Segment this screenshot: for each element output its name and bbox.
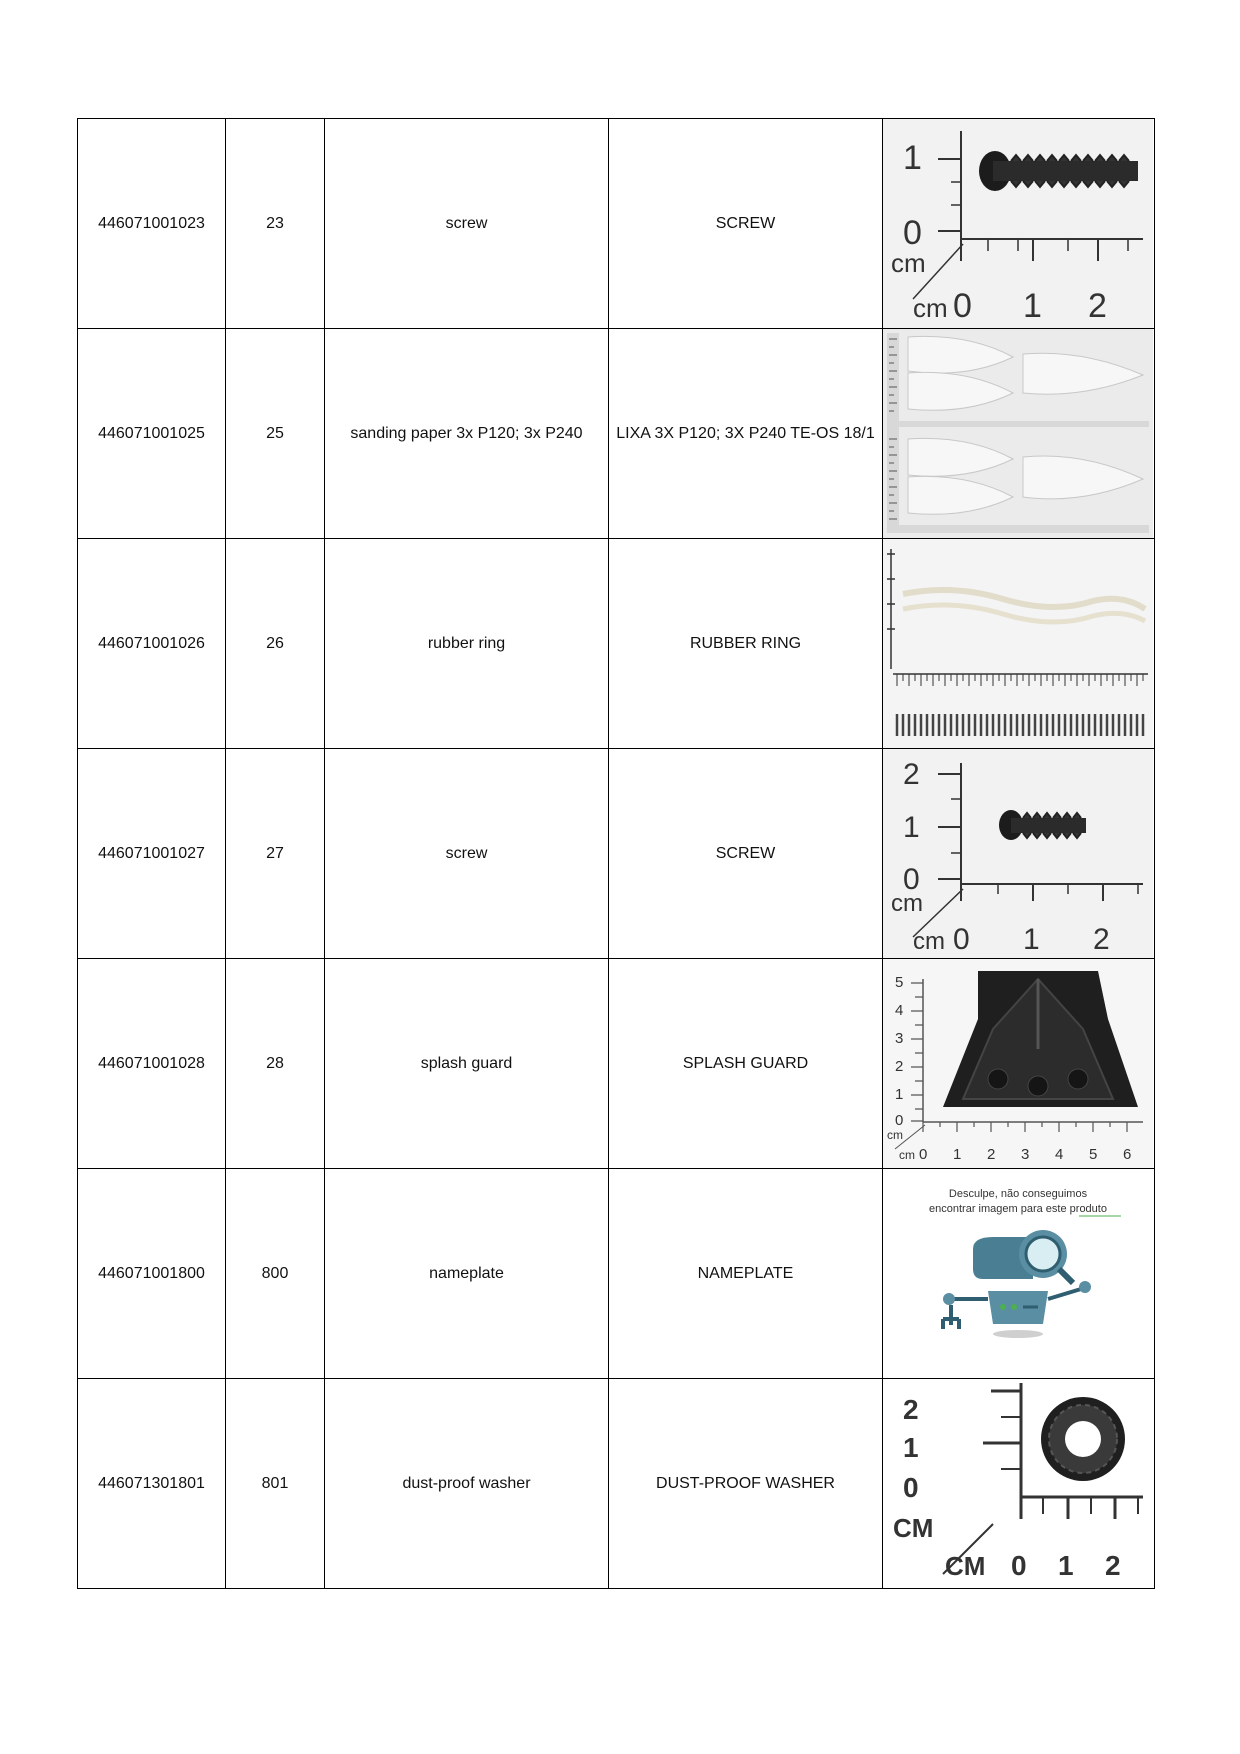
ruler-unit: cm (891, 890, 923, 917)
rubber-ring-photo-icon (883, 539, 1153, 748)
description-cell: rubber ring (325, 539, 609, 749)
description-local-cell: SCREW (609, 119, 883, 329)
ruler-label: 1 (903, 811, 920, 844)
part-image-cell (883, 1169, 1155, 1379)
description-cell: sanding paper 3x P120; 3x P240 (325, 329, 609, 539)
position-cell: 27 (226, 749, 325, 959)
description-cell: dust-proof washer (325, 1379, 609, 1589)
part-image-cell (883, 329, 1155, 539)
ruler-label: 0 (953, 923, 970, 956)
part-number-cell: 446071001023 (78, 119, 226, 329)
ruler-label: 2 (1105, 1550, 1121, 1581)
part-image-cell (883, 749, 1155, 959)
ruler-label: 1 (1023, 287, 1042, 325)
part-number-cell: 446071001027 (78, 749, 226, 959)
description-local-cell: RUBBER RING (609, 539, 883, 749)
ruler-unit: cm (913, 928, 945, 955)
table-row (78, 329, 1155, 539)
ruler-label: 2 (903, 1394, 919, 1425)
ruler-label: 0 (903, 214, 922, 252)
no-image-message-line1: Desculpe, não conseguimos (948, 1188, 1088, 1200)
ruler-label: 0 (895, 1112, 904, 1129)
ruler-label: 3 (1021, 1146, 1030, 1163)
part-number-cell: 446071001025 (78, 329, 226, 539)
ruler-label: 0 (953, 287, 972, 325)
part-image-cell (883, 959, 1155, 1169)
position-cell: 28 (226, 959, 325, 1169)
ruler-label: 2 (1088, 287, 1107, 325)
table-row (78, 1379, 1155, 1589)
position-cell: 26 (226, 539, 325, 749)
description-local-cell: SPLASH GUARD (609, 959, 883, 1169)
splash-guard-photo-icon (883, 959, 1153, 1168)
screw-photo-icon (883, 119, 1153, 328)
part-image-cell (883, 119, 1155, 329)
ruler-label: 5 (1089, 1146, 1098, 1163)
ruler-label: 2 (903, 758, 920, 791)
part-number-cell: 446071301801 (78, 1379, 226, 1589)
no-image-message-line2: encontrar imagem para este produto (929, 1203, 1107, 1215)
description-cell: screw (325, 119, 609, 329)
table-row (78, 539, 1155, 749)
ruler-label: 5 (895, 974, 904, 991)
sanding-paper-photo-icon (883, 329, 1153, 538)
part-image-cell (883, 539, 1155, 749)
ruler-unit: cm (887, 1128, 903, 1142)
description-local-cell: DUST-PROOF WASHER (609, 1379, 883, 1589)
washer-photo-icon (883, 1379, 1153, 1588)
part-number-cell: 446071001026 (78, 539, 226, 749)
part-number-cell: 446071001028 (78, 959, 226, 1169)
ruler-label: 0 (903, 1472, 919, 1503)
ruler-label: 6 (1123, 1146, 1132, 1163)
no-image-robot-icon (883, 1169, 1153, 1378)
ruler-label: 2 (987, 1146, 996, 1163)
ruler-unit: cm (899, 1148, 915, 1162)
ruler-label: 1 (1023, 923, 1040, 956)
description-cell: screw (325, 749, 609, 959)
description-local-cell: NAMEPLATE (609, 1169, 883, 1379)
ruler-unit: CM (945, 1551, 986, 1581)
ruler-label: 2 (1093, 923, 1110, 956)
description-local-cell: SCREW (609, 749, 883, 959)
table-row (78, 1169, 1155, 1379)
ruler-label: 4 (1055, 1146, 1064, 1163)
position-cell: 23 (226, 119, 325, 329)
ruler-label: 2 (895, 1058, 904, 1075)
ruler-unit: cm (913, 293, 948, 323)
ruler-label: 0 (903, 863, 920, 896)
position-cell: 801 (226, 1379, 325, 1589)
ruler-label: 1 (903, 139, 922, 177)
parts-table (77, 118, 1155, 1589)
table-row (78, 959, 1155, 1169)
table-row (78, 749, 1155, 959)
description-cell: splash guard (325, 959, 609, 1169)
ruler-label: 3 (895, 1030, 904, 1047)
ruler-unit: cm (891, 248, 926, 278)
screw-photo-icon (883, 749, 1153, 958)
ruler-label: 0 (919, 1146, 928, 1163)
description-local-cell: LIXA 3X P120; 3X P240 TE-OS 18/1 (609, 329, 883, 539)
ruler-label: 1 (1058, 1550, 1074, 1581)
part-number-cell: 446071001800 (78, 1169, 226, 1379)
ruler-label: 4 (895, 1002, 904, 1019)
ruler-label: 0 (1011, 1550, 1027, 1581)
part-image-cell (883, 1379, 1155, 1589)
description-cell: nameplate (325, 1169, 609, 1379)
position-cell: 25 (226, 329, 325, 539)
ruler-label: 1 (953, 1146, 962, 1163)
ruler-unit: CM (893, 1513, 934, 1543)
ruler-label: 1 (903, 1432, 919, 1463)
ruler-label: 1 (895, 1086, 904, 1103)
table-row (78, 119, 1155, 329)
position-cell: 800 (226, 1169, 325, 1379)
